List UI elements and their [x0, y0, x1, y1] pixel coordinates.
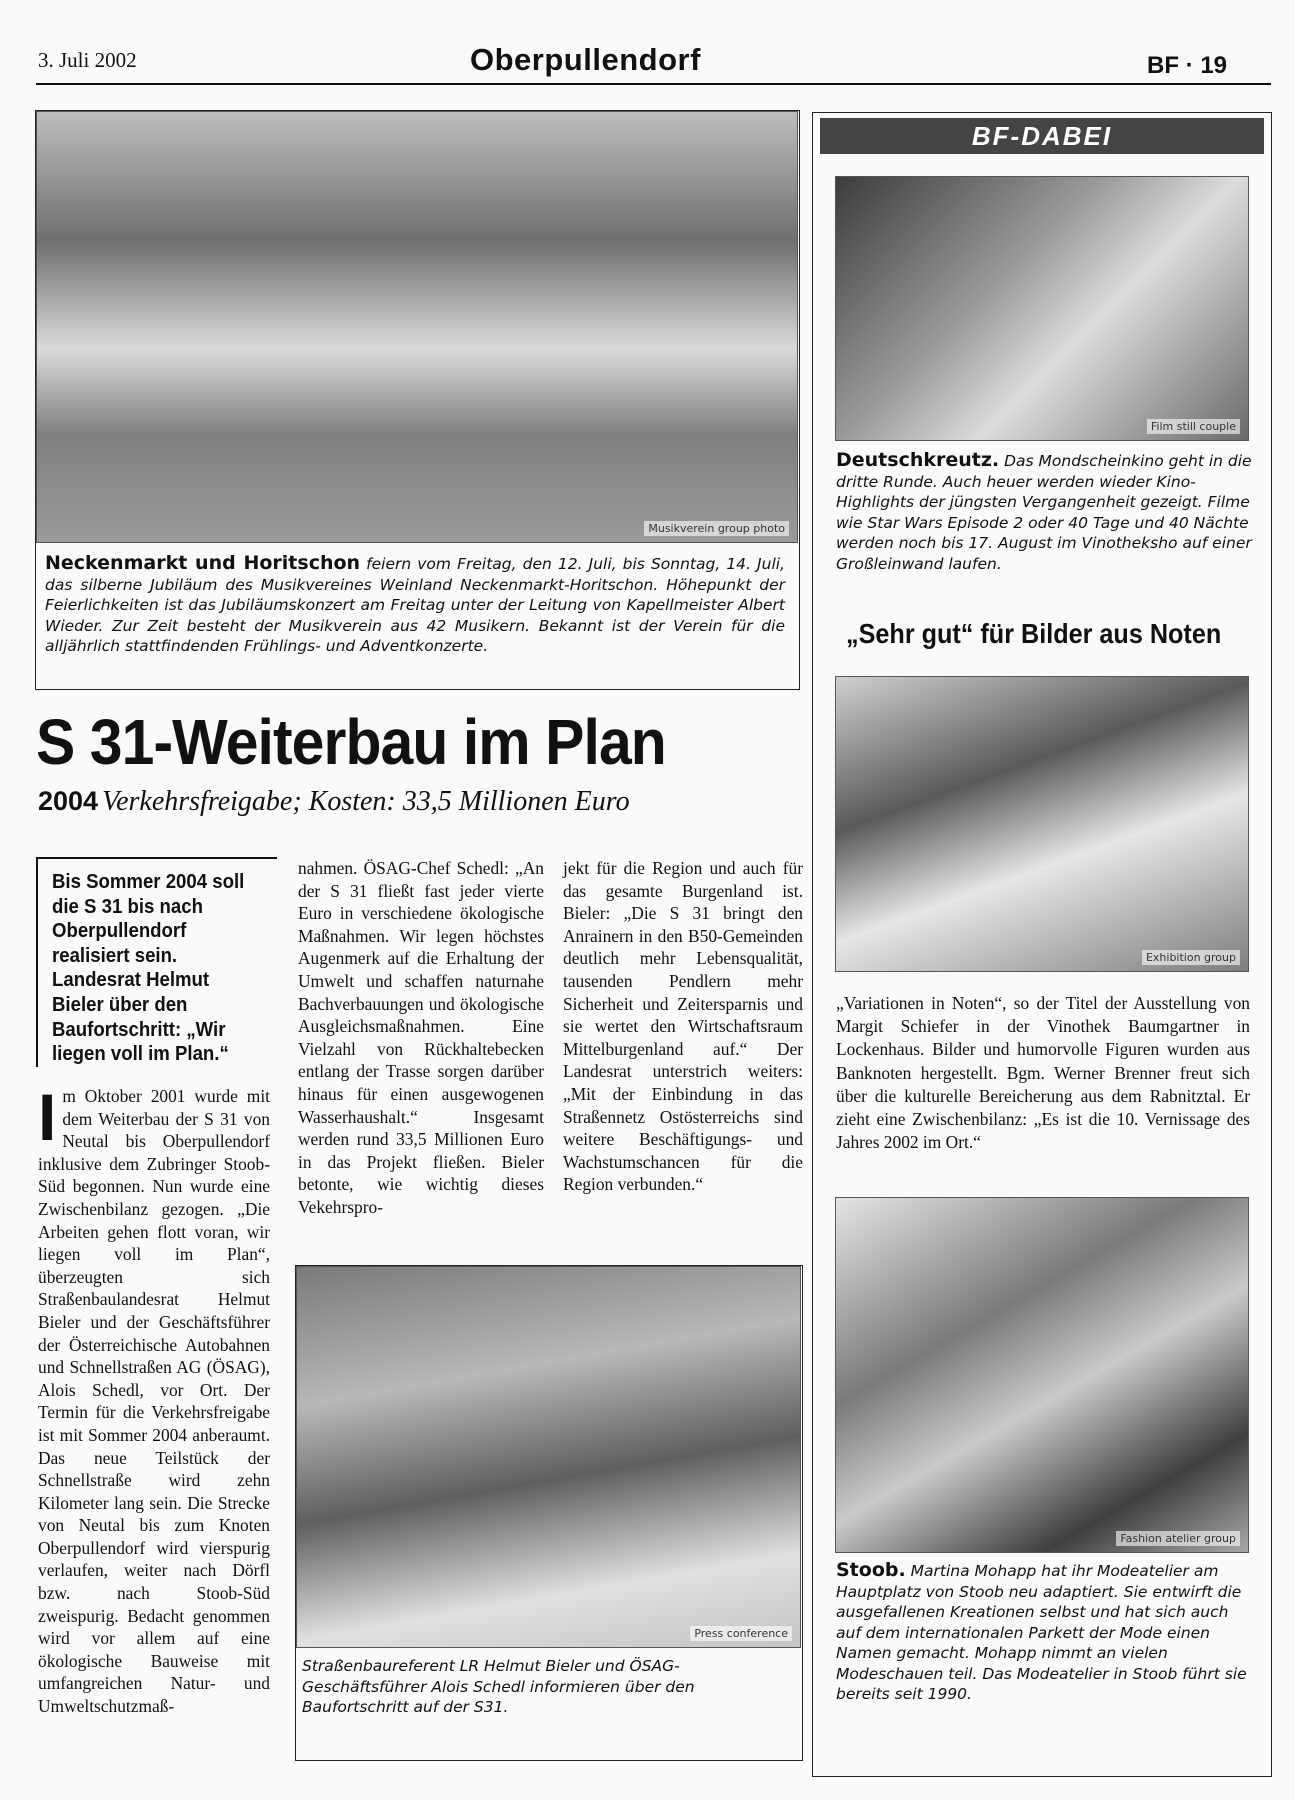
- article-col1: [38, 1080, 270, 1718]
- band-photo: [36, 111, 798, 543]
- stoob-text: Martina Mohapp hat ihr Modeatelier am Hauptplatz von Stoob neu adaptiert. Sie entwirft die ausgefallenen Kreationen selbst und hat sich auch auf dem internationalen Parkett der Mode einen Namen gemacht. Mohapp nimmt an vielen Modeschauen teil. Das Modeatelier in Stoob führt sie bereits seit 1990.: [836, 1562, 1247, 1703]
- press-photo: [296, 1266, 801, 1648]
- couple-photo: [835, 176, 1249, 441]
- article-col2: nahmen. ÖSAG-Chef Schedl: „An der S 31 fließt fast jeder vierte Euro in verschiedene ökologische Maßnahmen. Wir legen höchstes Augenmerk auf die Erhaltung der Umwelt und schaffen naturnahe Bachverbauungen und ökologische Ausgleichsmaßnahmen. Eine Vielzahl von Rückhaltebecken entlang der Trasse sorgen darüber hinaus für einen ausgewogenen Wasserhaushalt.“ Insgesamt werden rund 33,5 Millionen Euro in das Projekt fließen. Bieler betonte, wie wichtig dieses Vekehrspro-: [298, 858, 544, 1217]
- lead-box-side: [36, 857, 38, 1067]
- fashion-photo-label: Fashion atelier group: [1116, 1531, 1240, 1546]
- noten-text: „Variationen in Noten“, so der Titel der Ausstellung von Margit Schiefer in der Vinothek Baumgartner in Lockenhaus. Bilder und humorvolle Figuren wurden aus Banknoten hergestellt. Bgm. Werner Brenner freut sich über die kulturelle Bereicherung aus dem Rabnitztal. Er zieht eine Zwischenbilanz: „Es ist die 10. Vernissage des Jahres 2002 im Ort.“: [836, 993, 1250, 1153]
- page-number: BF · 19: [1147, 52, 1228, 79]
- press-caption: Straßenbaureferent LR Helmut Bieler und ÖSAG-Geschäftsführer Alois Schedl informieren über den Baufortschritt auf der S31.: [302, 1657, 695, 1716]
- noten-headline: „Sehr gut“ für Bilder aus Noten: [846, 618, 1222, 649]
- band-caption-lead: Neckenmarkt und Horitschon: [45, 552, 361, 574]
- deutschkreutz-text: Das Mondscheinkino geht in die dritte Runde. Auch heuer werden wieder Kino-Highlights der jüngsten Vergangenheit gezeigt. Filme wie Star Wars Episode 2 oder 40 Tage und 40 Nächte werden noch bis 17. August im Vinotheksho auf einer Großleinwand laufen.: [836, 452, 1252, 573]
- stoob-lead: Stoob.: [836, 1559, 906, 1581]
- article-col3: jekt für die Region und auch für das gesamte Burgenland ist. Bieler: „Die S 31 bringt den Anrainern in den B50-Gemeinden deutlich mehr Lebensqualität, tausenden Pendlern mehr Sicherheit und Zeitersparnis und sie wertet den Wirtschaftsraum Mittelburgenland auf.“ Der Landesrat unterstrich weiters: „Mit der Einbindung in das Straßennetz Ostösterreichs sind weitere Beschäftigungs- und Wachstumschancen für die Region verbunden.“: [563, 858, 803, 1195]
- exhibition-photo: [835, 676, 1249, 972]
- issue-date: 3. Juli 2002: [38, 48, 137, 72]
- sidebar-banner: [820, 118, 1264, 154]
- press-photo-box: [295, 1265, 803, 1761]
- main-subheadline: [38, 786, 630, 818]
- subheadline-year: 2004: [38, 786, 99, 816]
- main-headline: S 31-Weiterbau im Plan: [36, 706, 666, 778]
- header-rule: [36, 83, 1271, 85]
- fashion-photo: [835, 1197, 1249, 1553]
- band-caption: [45, 553, 785, 657]
- couple-photo-label: Film still couple: [1147, 419, 1240, 434]
- deutschkreutz-caption: [836, 450, 1256, 574]
- exhibition-photo-label: Exhibition group: [1142, 950, 1240, 965]
- section-title: Oberpullendorf: [470, 42, 701, 77]
- band-photo-label: Musikverein group photo: [644, 521, 789, 536]
- press-photo-label: Press conference: [690, 1626, 792, 1641]
- article-col1-text: m Oktober 2001 wurde mit dem Weiterbau der S 31 von Neutal bis Oberpullendorf inklusive dem Zubringer Stoob-Süd begonnen. Nun wurde eine Zwischenbilanz gezogen. „Die Arbeiten gehen flott voran, wir liegen voll im Plan“, überzeugten sich Straßenbaulandesrat Helmut Bieler und der Geschäftsführer der Österreichische Autobahnen und Schnellstraßen AG (ÖSAG), Alois Schedl, vor Ort. Der Termin für die Verkehrsfreigabe ist mit Sommer 2004 anberaumt. Das neue Teilstück der Schnellstraße wird zehn Kilometer lang sein. Die Strecke von Neutal bis zum Knoten Oberpullendorf wird vierspurig verlaufen, weiter nach Dörfl bzw. nach Stoob-Süd zweispurig. Bedacht genommen wird vor allem auf eine ökologische Bauweise mit umfangreichen Natur- und Umweltschutzmaß-: [38, 1086, 270, 1717]
- sidebar-banner-text: BF-DABEI: [971, 121, 1113, 151]
- deutschkreutz-lead: Deutschkreutz.: [836, 449, 1000, 471]
- subheadline-text: Verkehrsfreigabe; Kosten: 33,5 Millionen Euro: [102, 786, 630, 817]
- stoob-caption: [836, 1560, 1256, 1705]
- band-photo-box: [35, 110, 800, 690]
- dropcap: I: [38, 1080, 57, 1154]
- article-lead: Bis Sommer 2004 soll die S 31 bis nach Oberpullendorf realisiert sein. Landesrat Helmut Bieler über den Baufortschritt: „Wir liegen voll im Plan.“: [52, 871, 245, 1066]
- lead-box-rule: [36, 857, 277, 859]
- band-caption-text: feiern vom Freitag, den 12. Juli, bis Sonntag, 14. Juli, das silberne Jubiläum des Musikvereines Weinland Neckenmarkt-Horitschon. Höhepunkt der Feierlichkeiten ist das Jubiläumskonzert am Freitag unter der Leitung von Kapellmeister Albert Wieder. Zur Zeit besteht der Musikverein aus 42 Musikern. Bekannt ist der Verein für die alljährlich stattfindenden Frühlings- und Adventkonzerte.: [45, 555, 785, 655]
